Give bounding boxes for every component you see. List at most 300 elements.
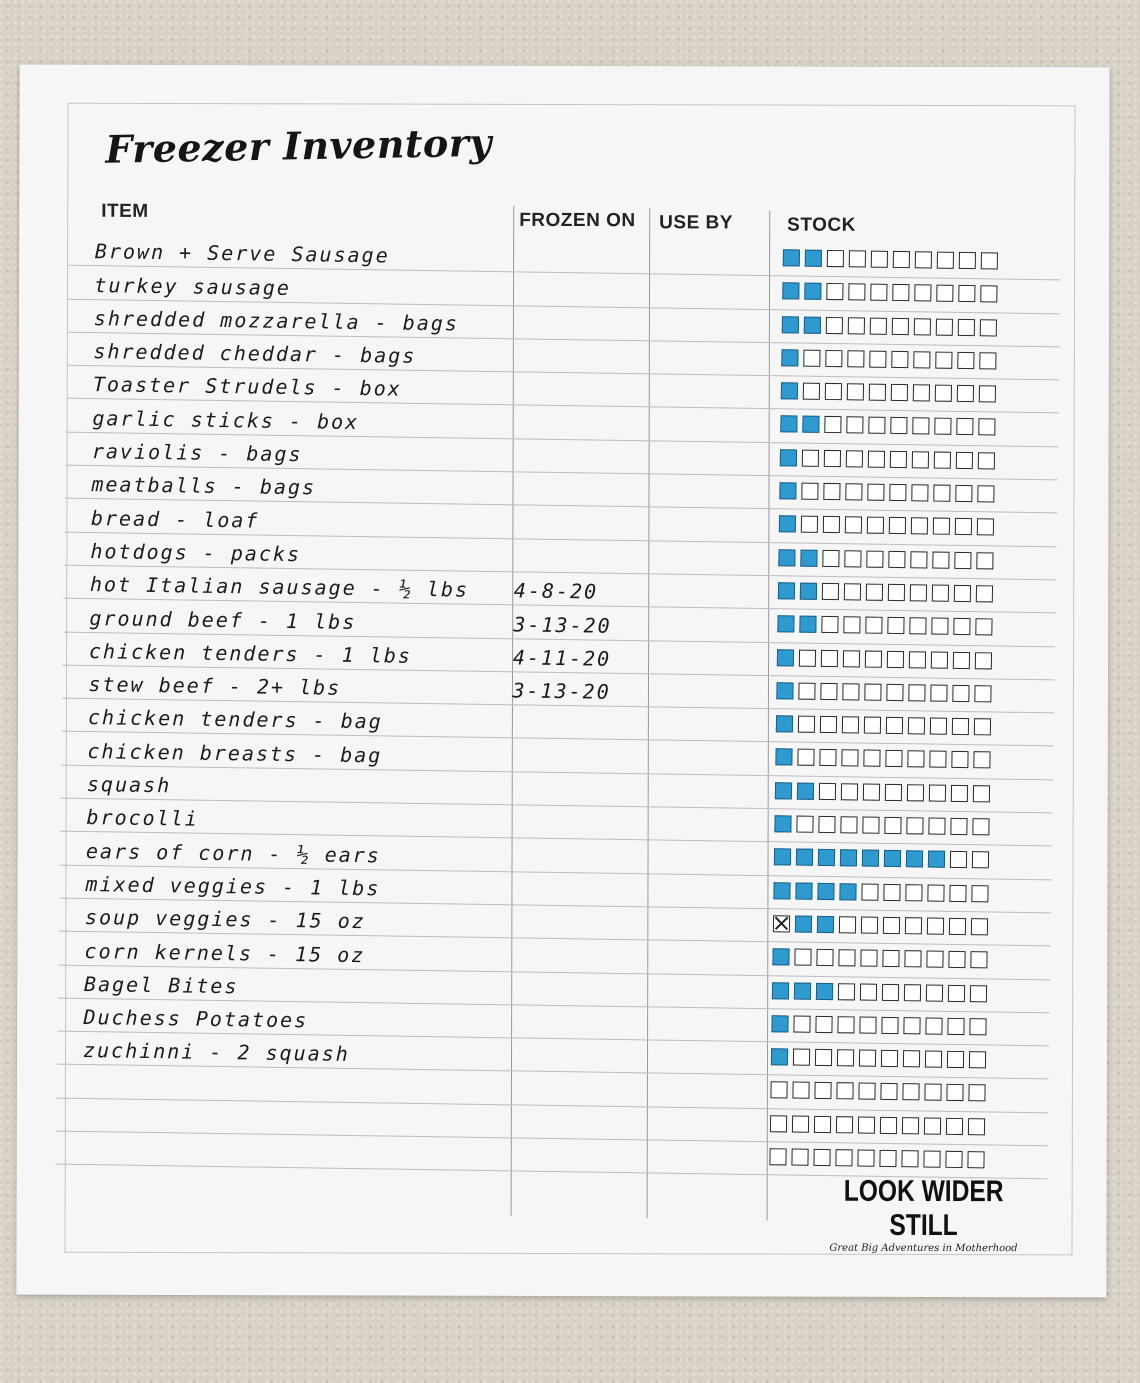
stock-checkbox[interactable] (935, 351, 952, 368)
stock-checkbox[interactable] (804, 316, 821, 333)
stock-checkbox[interactable] (978, 452, 995, 469)
stock-checkbox[interactable] (817, 916, 834, 933)
stock-checkbox[interactable] (824, 450, 841, 467)
stock-checkbox[interactable] (977, 485, 994, 502)
stock-checkbox[interactable] (804, 283, 821, 300)
stock-checkbox[interactable] (902, 1084, 919, 1101)
stock-checkbox[interactable] (778, 549, 795, 566)
stock-checkbox[interactable] (881, 1050, 898, 1067)
stock-checkbox[interactable] (858, 1116, 875, 1133)
stock-checkbox[interactable] (774, 849, 791, 866)
stock-checkbox[interactable] (928, 818, 945, 835)
stock-checkbox[interactable] (887, 617, 904, 634)
stock-checkbox[interactable] (931, 651, 948, 668)
stock-checkbox[interactable] (822, 550, 839, 567)
stock-checkbox[interactable] (887, 650, 904, 667)
stock-checkbox[interactable] (825, 350, 842, 367)
stock-checkbox[interactable] (826, 283, 843, 300)
stock-checkbox[interactable] (976, 552, 993, 569)
stock-checkbox[interactable] (779, 482, 796, 499)
stock-checkbox[interactable] (880, 1083, 897, 1100)
stock-checkbox[interactable] (971, 918, 988, 935)
stock-tracker (781, 349, 996, 372)
stock-checkbox[interactable] (820, 683, 837, 700)
stock-checkbox[interactable] (950, 818, 967, 835)
stock-checkbox[interactable] (814, 1116, 831, 1133)
stock-checkbox[interactable] (868, 450, 885, 467)
stock-checkbox[interactable] (958, 318, 975, 335)
stock-checkbox[interactable] (977, 519, 994, 536)
stock-checkbox[interactable] (844, 583, 861, 600)
stock-checkbox[interactable] (904, 950, 921, 967)
stock-checkbox[interactable] (870, 284, 887, 301)
stock-checkbox[interactable] (822, 583, 839, 600)
stock-checkbox[interactable] (866, 584, 883, 601)
stock-checkbox[interactable] (803, 350, 820, 367)
stock-checkbox[interactable] (936, 285, 953, 302)
stock-checkbox[interactable] (871, 251, 888, 268)
stock-checkbox[interactable] (927, 917, 944, 934)
stock-checkbox[interactable] (906, 851, 923, 868)
stock-checkbox[interactable] (882, 950, 899, 967)
stock-checkbox[interactable] (972, 818, 989, 835)
stock-checkbox[interactable] (937, 252, 954, 269)
stock-checkbox[interactable] (969, 1018, 986, 1035)
stock-checkbox[interactable] (842, 716, 859, 733)
stock-checkbox[interactable] (813, 1149, 830, 1166)
stock-checkbox[interactable] (772, 982, 789, 999)
stock-checkbox[interactable] (932, 585, 949, 602)
stock-checkbox[interactable] (953, 651, 970, 668)
stock-checkbox[interactable] (864, 683, 881, 700)
stock-checkbox[interactable] (933, 518, 950, 535)
stock-checkbox[interactable] (884, 850, 901, 867)
stock-checkbox[interactable] (888, 551, 905, 568)
stock-checkbox[interactable] (771, 1048, 788, 1065)
stock-checkbox[interactable] (798, 716, 815, 733)
stock-checkbox[interactable] (907, 751, 924, 768)
stock-checkbox[interactable] (780, 416, 797, 433)
stock-checkbox[interactable] (843, 617, 860, 634)
stock-checkbox[interactable] (892, 284, 909, 301)
stock-checkbox[interactable] (797, 749, 814, 766)
stock-checkbox[interactable] (821, 649, 838, 666)
stock-checkbox[interactable] (817, 883, 834, 900)
stock-checkbox[interactable] (901, 1150, 918, 1167)
stock-checkbox[interactable] (945, 1151, 962, 1168)
item-name: raviolis - bags (91, 439, 303, 467)
column-header-use-by: USE BY (659, 212, 733, 234)
stock-checkbox[interactable] (781, 349, 798, 366)
stock-checkbox[interactable] (947, 1018, 964, 1035)
item-name: garlic sticks - box (92, 405, 360, 434)
stock-checkbox[interactable] (793, 1015, 810, 1032)
stock-checkbox[interactable] (823, 516, 840, 533)
stock-checkbox[interactable] (827, 250, 844, 267)
stock-checkbox[interactable] (867, 517, 884, 534)
stock-checkbox[interactable] (890, 417, 907, 434)
stock-checkbox[interactable] (859, 1016, 876, 1033)
stock-checkbox[interactable] (952, 718, 969, 735)
stock-checkbox[interactable] (774, 815, 791, 832)
stock-checkbox[interactable] (974, 718, 991, 735)
stock-checkbox[interactable] (842, 683, 859, 700)
stock-checkbox[interactable] (849, 250, 866, 267)
stock-checkbox[interactable] (913, 351, 930, 368)
stock-checkbox[interactable] (801, 483, 818, 500)
stock-checkbox[interactable] (979, 385, 996, 402)
stock-checkbox[interactable] (841, 783, 858, 800)
stock-checkbox[interactable] (909, 651, 926, 668)
stock-checkbox[interactable] (799, 649, 816, 666)
stock-checkbox[interactable] (844, 550, 861, 567)
stock-checkbox[interactable] (932, 551, 949, 568)
stock-checkbox[interactable] (970, 951, 987, 968)
stock-tracker (783, 249, 998, 272)
stock-checkbox[interactable] (924, 1117, 941, 1134)
stock-checkbox[interactable] (838, 949, 855, 966)
stock-checkbox[interactable] (930, 718, 947, 735)
stock-checkbox[interactable] (930, 684, 947, 701)
stock-checkbox[interactable] (948, 984, 965, 1001)
item-name: Duchess Potatoes (83, 1005, 309, 1033)
stock-checkbox[interactable] (972, 852, 989, 869)
stock-checkbox[interactable] (954, 552, 971, 569)
stock-checkbox[interactable] (913, 384, 930, 401)
stock-checkbox[interactable] (835, 1149, 852, 1166)
stock-checkbox[interactable] (890, 451, 907, 468)
stock-checkbox[interactable] (912, 418, 929, 435)
stock-checkbox[interactable] (881, 1017, 898, 1034)
stock-checkbox[interactable] (845, 483, 862, 500)
stock-checkbox[interactable] (905, 884, 922, 901)
stock-checkbox[interactable] (843, 650, 860, 667)
stock-checkbox[interactable] (862, 817, 879, 834)
stock-checkbox[interactable] (793, 1049, 810, 1066)
stock-checkbox[interactable] (815, 1049, 832, 1066)
stock-tracker (779, 482, 994, 505)
stock-checkbox[interactable] (959, 252, 976, 269)
stock-checkbox[interactable] (771, 1015, 788, 1032)
stock-checkbox[interactable] (914, 318, 931, 335)
stock-checkbox[interactable] (791, 1149, 808, 1166)
stock-checkbox[interactable] (805, 250, 822, 267)
stock-checkbox[interactable] (863, 783, 880, 800)
stock-tracker (782, 316, 997, 339)
stock-checkbox[interactable] (949, 918, 966, 935)
stock-checkbox[interactable] (885, 784, 902, 801)
stock-checkbox[interactable] (799, 616, 816, 633)
stock-checkbox[interactable] (957, 352, 974, 369)
stock-checkbox[interactable] (800, 583, 817, 600)
stock-checkbox[interactable] (893, 251, 910, 268)
stock-checkbox[interactable] (782, 283, 799, 300)
stock-checkbox[interactable] (770, 1082, 787, 1099)
stock-checkbox[interactable] (836, 1116, 853, 1133)
stock-checkbox[interactable] (911, 518, 928, 535)
stock-checkbox[interactable] (826, 317, 843, 334)
stock-checkbox[interactable] (839, 916, 856, 933)
stock-checkbox[interactable] (769, 1148, 786, 1165)
stock-checkbox[interactable] (840, 816, 857, 833)
stock-checkbox[interactable] (954, 585, 971, 602)
stock-checkbox[interactable] (926, 984, 943, 1001)
stock-checkbox[interactable] (952, 685, 969, 702)
stock-checkbox[interactable] (978, 419, 995, 436)
stock-checkbox[interactable] (776, 682, 793, 699)
stock-checkbox[interactable] (880, 1117, 897, 1134)
stock-checkbox[interactable] (857, 1150, 874, 1167)
stock-checkbox[interactable] (886, 717, 903, 734)
stock-checkbox[interactable] (859, 1050, 876, 1067)
stock-checkbox[interactable] (926, 951, 943, 968)
stock-checkbox[interactable] (776, 715, 793, 732)
stock-checkbox[interactable] (906, 817, 923, 834)
stock-checkbox[interactable] (794, 982, 811, 999)
stock-checkbox[interactable] (915, 251, 932, 268)
stock-checkbox[interactable] (969, 1051, 986, 1068)
stock-tracker (780, 449, 995, 472)
stock-checkbox[interactable] (955, 518, 972, 535)
stock-checkbox[interactable] (802, 416, 819, 433)
item-name: shredded mozzarella - bags (93, 305, 460, 336)
stock-checkbox[interactable] (974, 685, 991, 702)
stock-checkbox[interactable] (980, 286, 997, 303)
item-name: brocolli (86, 805, 199, 832)
stock-checkbox[interactable] (818, 849, 835, 866)
stock-checkbox[interactable] (861, 883, 878, 900)
stock-checkbox[interactable] (931, 618, 948, 635)
stock-checkbox[interactable] (888, 584, 905, 601)
stock-checkbox[interactable] (909, 617, 926, 634)
stock-checkbox[interactable] (864, 717, 881, 734)
stock-checkbox[interactable] (957, 385, 974, 402)
stock-checkbox[interactable] (911, 484, 928, 501)
stock-checkbox[interactable] (868, 417, 885, 434)
stock-checkbox[interactable] (870, 317, 887, 334)
stock-checkbox[interactable] (814, 1082, 831, 1099)
stock-checkbox[interactable] (775, 749, 792, 766)
stock-checkbox[interactable] (796, 849, 813, 866)
stock-checkbox[interactable] (777, 616, 794, 633)
stock-checkbox[interactable] (903, 1050, 920, 1067)
stock-checkbox[interactable] (981, 252, 998, 269)
stock-checkbox[interactable] (869, 350, 886, 367)
stock-checkbox[interactable] (779, 516, 796, 533)
stock-checkbox[interactable] (903, 1017, 920, 1034)
stock-checkbox[interactable] (794, 949, 811, 966)
stock-checkbox[interactable] (968, 1118, 985, 1135)
stock-checkbox[interactable] (892, 318, 909, 335)
stock-checkbox[interactable] (819, 783, 836, 800)
stock-checkbox[interactable] (973, 752, 990, 769)
stock-checkbox[interactable] (933, 485, 950, 502)
stock-checkbox[interactable] (886, 684, 903, 701)
stock-checkbox[interactable] (956, 418, 973, 435)
stock-checkbox[interactable] (847, 383, 864, 400)
stock-checkbox[interactable] (795, 915, 812, 932)
stock-checkbox[interactable] (803, 383, 820, 400)
stock-checkbox[interactable] (885, 750, 902, 767)
stock-checkbox[interactable] (837, 1016, 854, 1033)
stock-checkbox[interactable] (780, 449, 797, 466)
stock-checkbox[interactable] (795, 882, 812, 899)
stock-checkbox[interactable] (820, 716, 837, 733)
stock-checkbox[interactable] (792, 1115, 809, 1132)
stock-checkbox[interactable] (929, 784, 946, 801)
stock-checkbox[interactable] (905, 917, 922, 934)
stock-checkbox[interactable] (825, 383, 842, 400)
stock-checkbox[interactable] (792, 1082, 809, 1099)
stock-checkbox[interactable] (975, 618, 992, 635)
stock-checkbox[interactable] (889, 484, 906, 501)
stock-checkbox[interactable] (863, 750, 880, 767)
stock-checkbox[interactable] (936, 318, 953, 335)
item-name: bread - loaf (90, 505, 260, 533)
stock-tracker (780, 416, 995, 439)
stock-checkbox[interactable] (902, 1117, 919, 1134)
stock-checkbox[interactable] (818, 816, 835, 833)
stock-checkbox[interactable] (839, 883, 856, 900)
stock-checkbox[interactable] (847, 350, 864, 367)
stock-checkbox[interactable] (802, 449, 819, 466)
stock-checkbox[interactable] (884, 817, 901, 834)
stock-checkbox[interactable] (824, 416, 841, 433)
stock-checkbox[interactable] (816, 982, 833, 999)
stock-checkbox[interactable] (928, 851, 945, 868)
item-name: chicken breasts - bag (87, 738, 383, 768)
item-name: mixed veggies - 1 lbs (85, 871, 381, 901)
stock-checkbox[interactable] (797, 782, 814, 799)
stock-checkbox[interactable] (845, 517, 862, 534)
stock-checkbox[interactable] (980, 319, 997, 336)
stock-checkbox[interactable] (929, 751, 946, 768)
stock-checkbox[interactable] (958, 285, 975, 302)
stock-checkbox[interactable] (912, 451, 929, 468)
stock-checkbox[interactable] (935, 385, 952, 402)
stock-checkbox[interactable] (950, 851, 967, 868)
item-name: ears of corn - ½ ears (85, 838, 382, 868)
stock-checkbox[interactable] (778, 582, 795, 599)
stock-checkbox[interactable] (846, 417, 863, 434)
stock-checkbox[interactable] (948, 951, 965, 968)
stock-checkbox[interactable] (910, 551, 927, 568)
stock-checkbox[interactable] (781, 382, 798, 399)
stock-checkbox[interactable] (927, 884, 944, 901)
stock-checkbox[interactable] (979, 352, 996, 369)
stock-checkbox[interactable] (773, 882, 790, 899)
stock-checkbox[interactable] (865, 650, 882, 667)
stock-checkbox[interactable] (883, 883, 900, 900)
stock-checkbox[interactable] (823, 483, 840, 500)
stock-checkbox[interactable] (838, 983, 855, 1000)
stock-checkbox[interactable] (862, 850, 879, 867)
stock-checkbox[interactable] (951, 785, 968, 802)
stock-checkbox[interactable] (860, 950, 877, 967)
stock-checkbox[interactable] (777, 649, 794, 666)
stock-checkbox[interactable] (848, 284, 865, 301)
stock-checkbox[interactable] (891, 351, 908, 368)
stock-checkbox[interactable] (846, 450, 863, 467)
stock-checkbox[interactable] (934, 451, 951, 468)
stock-checkbox[interactable] (841, 750, 858, 767)
stock-checkbox[interactable] (821, 616, 838, 633)
stock-checkbox[interactable] (973, 785, 990, 802)
stock-checkbox[interactable] (796, 816, 813, 833)
stock-checkbox[interactable] (867, 484, 884, 501)
stock-checkbox[interactable] (955, 485, 972, 502)
stock-checkbox[interactable] (836, 1083, 853, 1100)
stock-checkbox[interactable] (953, 618, 970, 635)
stock-checkbox[interactable] (908, 717, 925, 734)
stock-checkbox[interactable] (949, 884, 966, 901)
stock-checkbox[interactable] (956, 452, 973, 469)
stock-checkbox[interactable] (975, 652, 992, 669)
stock-checkbox[interactable] (879, 1150, 896, 1167)
stock-tracker (781, 382, 996, 405)
stock-checkbox[interactable] (967, 1151, 984, 1168)
stock-tracker (771, 1048, 986, 1071)
stock-checkbox[interactable] (925, 1017, 942, 1034)
stock-checkbox[interactable] (914, 285, 931, 302)
stock-checkbox[interactable] (908, 684, 925, 701)
stock-checkbox[interactable] (773, 915, 790, 932)
stock-checkbox[interactable] (968, 1085, 985, 1102)
stock-checkbox[interactable] (861, 916, 878, 933)
stock-checkbox[interactable] (798, 682, 815, 699)
stock-checkbox[interactable] (816, 949, 833, 966)
stock-checkbox[interactable] (976, 585, 993, 602)
stock-checkbox[interactable] (951, 751, 968, 768)
stock-checkbox[interactable] (801, 516, 818, 533)
stock-checkbox[interactable] (819, 749, 836, 766)
item-name: Toaster Strudels - box (92, 372, 402, 402)
stock-checkbox[interactable] (783, 249, 800, 266)
stock-checkbox[interactable] (923, 1150, 940, 1167)
stock-checkbox[interactable] (815, 1016, 832, 1033)
stock-checkbox[interactable] (800, 549, 817, 566)
stock-checkbox[interactable] (970, 985, 987, 1002)
stock-checkbox[interactable] (772, 948, 789, 965)
stock-checkbox[interactable] (775, 782, 792, 799)
stock-checkbox[interactable] (858, 1083, 875, 1100)
stock-checkbox[interactable] (946, 1118, 963, 1135)
stock-checkbox[interactable] (946, 1084, 963, 1101)
stock-checkbox[interactable] (848, 317, 865, 334)
stock-checkbox[interactable] (782, 316, 799, 333)
stock-checkbox[interactable] (865, 617, 882, 634)
stock-checkbox[interactable] (891, 384, 908, 401)
stock-checkbox[interactable] (882, 983, 899, 1000)
stock-checkbox[interactable] (907, 784, 924, 801)
stock-checkbox[interactable] (971, 885, 988, 902)
stock-checkbox[interactable] (934, 418, 951, 435)
stock-checkbox[interactable] (889, 517, 906, 534)
stock-checkbox[interactable] (860, 983, 877, 1000)
stock-checkbox[interactable] (883, 917, 900, 934)
stock-checkbox[interactable] (947, 1051, 964, 1068)
stock-checkbox[interactable] (910, 584, 927, 601)
stock-checkbox[interactable] (869, 384, 886, 401)
stock-checkbox[interactable] (925, 1051, 942, 1068)
stock-checkbox[interactable] (770, 1115, 787, 1132)
stock-checkbox[interactable] (924, 1084, 941, 1101)
stock-checkbox[interactable] (904, 984, 921, 1001)
stock-checkbox[interactable] (840, 850, 857, 867)
stock-checkbox[interactable] (866, 550, 883, 567)
inventory-sheet (16, 65, 1109, 1298)
stock-checkbox[interactable] (837, 1049, 854, 1066)
